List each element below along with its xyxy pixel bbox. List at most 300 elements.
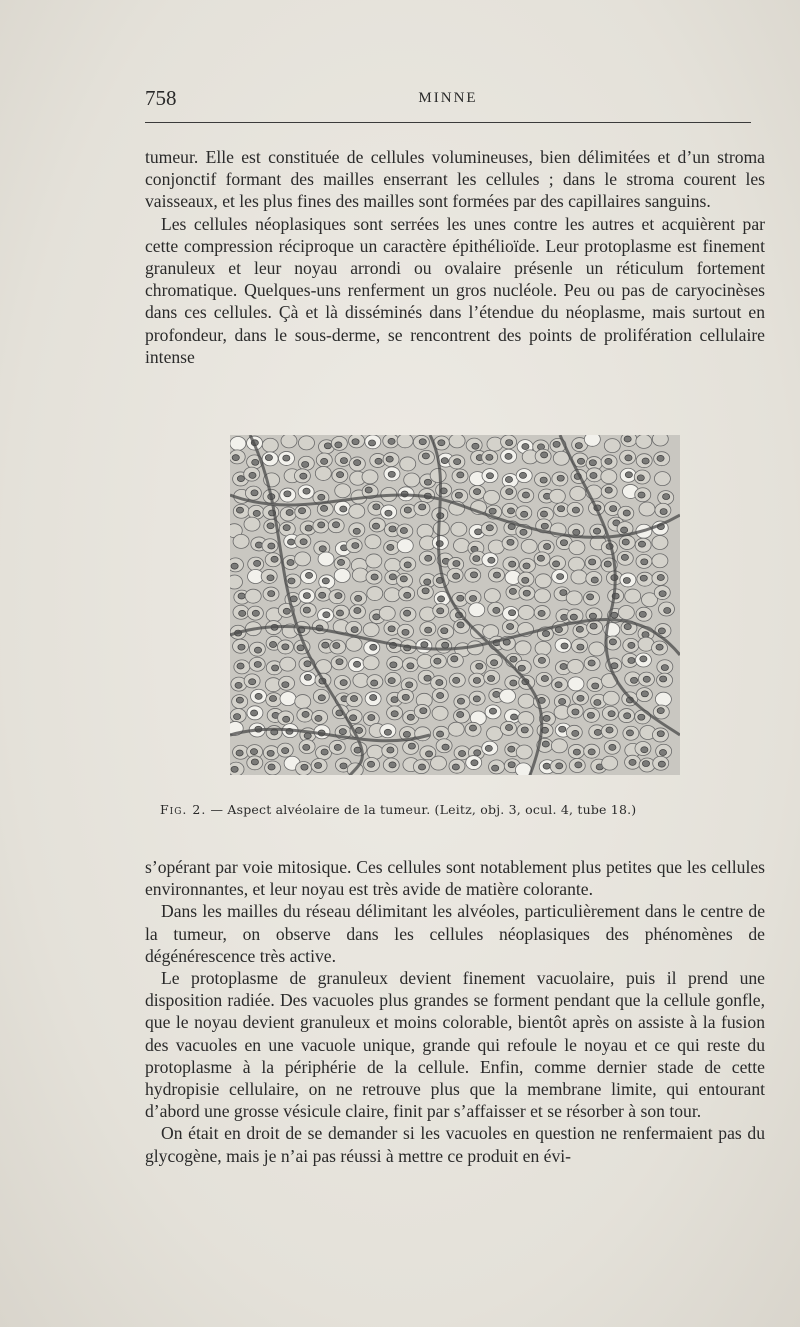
- cell-nucleus: [621, 527, 628, 533]
- cell-nucleus: [282, 644, 289, 650]
- cell-nucleus: [336, 659, 343, 665]
- cell-nucleus: [353, 528, 360, 534]
- cell-nucleus: [370, 695, 377, 701]
- cell: [334, 568, 350, 582]
- cell-nucleus: [589, 460, 596, 466]
- cell-nucleus: [283, 455, 290, 461]
- paragraph: s’opérant par voie mitosique. Ces cellules sont notablement plus petites que les cellules environnantes, et leur noyau est très avide de matière colorante.: [145, 857, 765, 900]
- cell: [346, 637, 362, 651]
- cell-nucleus: [424, 579, 431, 585]
- cell-nucleus: [437, 608, 444, 614]
- cell-nucleus: [572, 507, 579, 513]
- cell-nucleus: [521, 727, 528, 733]
- cell-nucleus: [269, 641, 276, 647]
- cell: [566, 591, 582, 605]
- cell-nucleus: [254, 560, 261, 566]
- cell-nucleus: [522, 443, 529, 449]
- cell-nucleus: [419, 504, 426, 510]
- cell-nucleus: [271, 665, 278, 671]
- cell: [404, 473, 420, 487]
- cell-nucleus: [402, 629, 409, 635]
- cell-nucleus: [473, 556, 480, 562]
- cell: [535, 574, 551, 588]
- cell-nucleus: [474, 750, 481, 756]
- cell-nucleus: [537, 555, 544, 561]
- cell: [484, 589, 500, 603]
- cell-nucleus: [318, 522, 325, 528]
- cell-nucleus: [283, 525, 290, 531]
- cell-nucleus: [538, 610, 545, 616]
- cell-nucleus: [506, 440, 513, 446]
- cell-nucleus: [609, 744, 616, 750]
- cell: [589, 642, 605, 656]
- cell-nucleus: [321, 458, 328, 464]
- cell-nucleus: [543, 715, 550, 721]
- cell-nucleus: [471, 760, 478, 766]
- cell: [353, 673, 369, 687]
- cell-nucleus: [457, 712, 464, 718]
- cell-nucleus: [587, 594, 594, 600]
- cell-nucleus: [624, 713, 631, 719]
- cell-nucleus: [283, 716, 290, 722]
- cell-nucleus: [267, 575, 274, 581]
- cell-nucleus: [453, 677, 460, 683]
- cell-nucleus: [541, 675, 548, 681]
- cell-nucleus: [577, 695, 584, 701]
- cell-nucleus: [573, 529, 580, 535]
- cell-nucleus: [337, 559, 344, 565]
- cell-nucleus: [491, 660, 498, 666]
- cell: [400, 457, 416, 471]
- cell-nucleus: [641, 559, 648, 565]
- cell-nucleus: [371, 574, 378, 580]
- cell: [352, 568, 368, 582]
- cell-nucleus: [542, 741, 549, 747]
- cell-nucleus: [519, 472, 526, 478]
- cell: [602, 756, 618, 770]
- cell: [295, 695, 311, 709]
- cell-nucleus: [268, 764, 275, 770]
- cell-nucleus: [268, 543, 275, 549]
- cell: [453, 538, 469, 552]
- cell: [362, 470, 378, 484]
- cell-nucleus: [335, 442, 342, 448]
- cell: [625, 589, 641, 603]
- cell: [601, 470, 617, 484]
- cell-nucleus: [231, 766, 238, 772]
- cell-nucleus: [404, 507, 411, 513]
- cell-nucleus: [301, 764, 308, 770]
- cell-nucleus: [404, 592, 411, 598]
- cell-nucleus: [510, 656, 517, 662]
- cell-nucleus: [372, 523, 379, 529]
- cell-nucleus: [458, 751, 465, 757]
- cell-nucleus: [340, 763, 347, 769]
- cell-nucleus: [352, 543, 359, 549]
- cell: [281, 435, 297, 448]
- cell-nucleus: [370, 644, 377, 650]
- cell-nucleus: [576, 626, 583, 632]
- cell-nucleus: [334, 744, 341, 750]
- histology-illustration: [230, 435, 680, 775]
- cell-nucleus: [473, 677, 480, 683]
- cell: [233, 534, 249, 548]
- cell-nucleus: [486, 525, 493, 531]
- cell-nucleus: [436, 679, 443, 685]
- cell-nucleus: [560, 590, 567, 596]
- cell: [280, 692, 296, 706]
- cell-nucleus: [340, 506, 347, 512]
- body-text-top: [145, 146, 765, 368]
- cell: [618, 605, 634, 619]
- cell-nucleus: [594, 729, 601, 735]
- cell-nucleus: [389, 762, 396, 768]
- cell-nucleus: [577, 644, 584, 650]
- cell-nucleus: [457, 622, 464, 628]
- cell-nucleus: [488, 557, 495, 563]
- cell-nucleus: [424, 675, 431, 681]
- cell-nucleus: [522, 577, 529, 583]
- cell-nucleus: [232, 455, 239, 461]
- paragraph: tumeur. Elle est constituée de cellules volumineuses, bien délimitées et d’un stroma conjonctif formant des mailles enserrant les cellules ; dans le stroma courent les vaisseaux, et les plus fines des mailles sont formées par des capillaires sanguins.: [145, 147, 765, 212]
- cell: [568, 557, 584, 571]
- cell-nucleus: [350, 695, 357, 701]
- cell-nucleus: [252, 459, 259, 465]
- cell-nucleus: [253, 510, 260, 516]
- cell: [230, 436, 246, 450]
- cell-nucleus: [335, 593, 342, 599]
- cell-nucleus: [505, 453, 512, 459]
- cell-nucleus: [353, 661, 360, 667]
- cell-nucleus: [493, 691, 500, 697]
- cell-nucleus: [520, 529, 527, 535]
- cell-nucleus: [407, 663, 414, 669]
- cell-nucleus: [239, 610, 246, 616]
- cell-nucleus: [509, 561, 516, 567]
- cell: [449, 435, 465, 448]
- cell-nucleus: [489, 508, 496, 514]
- cell: [335, 484, 351, 498]
- cell-nucleus: [587, 712, 594, 718]
- cell-nucleus: [406, 682, 413, 688]
- cell: [569, 541, 585, 555]
- cell-nucleus: [661, 665, 668, 671]
- cell-nucleus: [302, 711, 309, 717]
- cell-nucleus: [421, 642, 428, 648]
- cell-nucleus: [543, 544, 550, 550]
- cell-nucleus: [402, 694, 409, 700]
- cell-nucleus: [373, 614, 380, 620]
- cell-nucleus: [489, 708, 496, 714]
- cell-nucleus: [388, 438, 395, 444]
- cell: [518, 694, 534, 708]
- cell-nucleus: [321, 749, 328, 755]
- cell: [549, 489, 565, 503]
- cell-nucleus: [541, 523, 548, 529]
- cell-nucleus: [324, 443, 331, 449]
- cell-nucleus: [657, 455, 664, 461]
- cell-nucleus: [505, 724, 512, 730]
- cell-nucleus: [522, 492, 529, 498]
- cell-nucleus: [659, 749, 666, 755]
- cell-nucleus: [630, 677, 637, 683]
- cell-nucleus: [623, 577, 630, 583]
- cell-nucleus: [236, 697, 243, 703]
- cell-nucleus: [592, 683, 599, 689]
- cell-nucleus: [628, 642, 635, 648]
- cell-nucleus: [333, 643, 340, 649]
- cell-nucleus: [606, 727, 613, 733]
- cell-nucleus: [302, 461, 309, 467]
- cell-nucleus: [508, 762, 515, 768]
- cell-nucleus: [590, 623, 597, 629]
- cell-nucleus: [282, 682, 289, 688]
- cell: [280, 657, 296, 671]
- cell-nucleus: [391, 711, 398, 717]
- cell-nucleus: [604, 561, 611, 567]
- cell-nucleus: [375, 458, 382, 464]
- cell-nucleus: [408, 743, 415, 749]
- cell-nucleus: [237, 663, 244, 669]
- cell-nucleus: [538, 657, 545, 663]
- cell: [518, 605, 534, 619]
- page-number: 758: [145, 86, 177, 110]
- cell-nucleus: [589, 559, 596, 565]
- cell-nucleus: [332, 522, 339, 528]
- cell-nucleus: [236, 507, 243, 513]
- cell-nucleus: [572, 709, 579, 715]
- cell: [295, 552, 311, 566]
- cell-nucleus: [605, 487, 612, 493]
- cell-nucleus: [557, 574, 564, 580]
- cell-nucleus: [552, 561, 559, 567]
- cell-nucleus: [453, 560, 460, 566]
- cell: [363, 656, 379, 670]
- cell: [397, 435, 413, 448]
- cell-nucleus: [476, 663, 483, 669]
- cell: [604, 439, 620, 453]
- cell-nucleus: [641, 691, 648, 697]
- cell-nucleus: [454, 459, 461, 465]
- cell-nucleus: [657, 708, 664, 714]
- cell-nucleus: [457, 472, 464, 478]
- cell-nucleus: [523, 590, 530, 596]
- cell: [584, 435, 600, 446]
- cell-nucleus: [541, 452, 548, 458]
- cell-nucleus: [457, 595, 464, 601]
- cell-nucleus: [231, 563, 238, 569]
- cell-nucleus: [304, 674, 311, 680]
- cell-nucleus: [437, 596, 444, 602]
- cell-nucleus: [486, 454, 493, 460]
- cell: [571, 570, 587, 584]
- cell-nucleus: [371, 680, 378, 686]
- cell-nucleus: [656, 644, 663, 650]
- cell: [639, 502, 655, 516]
- cell-nucleus: [508, 610, 515, 616]
- cell-nucleus: [638, 541, 645, 547]
- cell-nucleus: [298, 508, 305, 514]
- cell-nucleus: [505, 476, 512, 482]
- cell-nucleus: [507, 539, 514, 545]
- paragraph: Dans les mailles du réseau délimitant les alvéoles, particulièrement dans le centre de la tumeur, on observe dans les cellules néoplasiques des phénomènes de dégénérescence très active.: [145, 901, 765, 966]
- cell: [430, 468, 446, 482]
- cell-nucleus: [314, 762, 321, 768]
- cell-nucleus: [351, 627, 358, 633]
- cell-nucleus: [623, 510, 630, 516]
- cell-nucleus: [304, 661, 311, 667]
- cell-nucleus: [589, 613, 596, 619]
- cell-nucleus: [400, 576, 407, 582]
- cell-nucleus: [455, 492, 462, 498]
- cell-nucleus: [559, 726, 566, 732]
- cell-nucleus: [386, 456, 393, 462]
- cell-nucleus: [389, 574, 396, 580]
- cell-nucleus: [287, 539, 294, 545]
- cell-nucleus: [553, 441, 560, 447]
- cell-nucleus: [303, 593, 310, 599]
- figure-caption: [160, 802, 760, 817]
- cell-nucleus: [639, 611, 646, 617]
- cell-nucleus: [640, 575, 647, 581]
- cell: [448, 722, 464, 736]
- cell-nucleus: [365, 487, 372, 493]
- cell: [431, 756, 447, 770]
- cell-nucleus: [573, 749, 580, 755]
- cell: [230, 575, 242, 589]
- cell-nucleus: [441, 628, 448, 634]
- cell-nucleus: [367, 761, 374, 767]
- cell-nucleus: [555, 682, 562, 688]
- cell-nucleus: [355, 727, 362, 733]
- cell-nucleus: [487, 675, 494, 681]
- cell-nucleus: [303, 607, 310, 613]
- cell-nucleus: [441, 458, 448, 464]
- cell-nucleus: [388, 626, 395, 632]
- cell: [397, 539, 413, 553]
- cell-nucleus: [287, 560, 294, 566]
- cell-nucleus: [282, 748, 289, 754]
- cell-nucleus: [305, 572, 312, 578]
- cell-nucleus: [318, 695, 325, 701]
- cell-nucleus: [320, 505, 327, 511]
- figure-caption-text: — Aspect alvéolaire de la tumeur. (Leitz, obj. 3, ocul. 4, tube 18.): [210, 802, 637, 817]
- cell-nucleus: [238, 593, 245, 599]
- cell-nucleus: [473, 489, 480, 495]
- cell-nucleus: [403, 731, 410, 737]
- cell-nucleus: [470, 572, 477, 578]
- histology-figure: [230, 435, 680, 775]
- cell-nucleus: [610, 506, 617, 512]
- cell: [603, 691, 619, 705]
- cell-nucleus: [508, 746, 515, 752]
- cell-nucleus: [452, 764, 459, 770]
- cell-nucleus: [629, 759, 636, 765]
- cell: [521, 539, 537, 553]
- cell-nucleus: [422, 453, 429, 459]
- cell-nucleus: [318, 494, 325, 500]
- cell-nucleus: [438, 440, 445, 446]
- cell-nucleus: [657, 731, 664, 737]
- cell-nucleus: [303, 744, 310, 750]
- cell: [318, 552, 334, 566]
- cell-nucleus: [540, 511, 547, 517]
- cell: [515, 763, 531, 775]
- cell-nucleus: [485, 745, 492, 751]
- cell-nucleus: [323, 612, 330, 618]
- cell-nucleus: [288, 578, 295, 584]
- cell-nucleus: [642, 632, 649, 638]
- cell-nucleus: [543, 763, 550, 769]
- cell-nucleus: [250, 749, 257, 755]
- cell-nucleus: [457, 698, 464, 704]
- cell: [379, 606, 395, 620]
- cell-nucleus: [660, 509, 667, 515]
- cell-nucleus: [403, 610, 410, 616]
- cell-nucleus: [638, 714, 645, 720]
- cell-nucleus: [336, 610, 343, 616]
- cell-nucleus: [350, 715, 357, 721]
- cell-nucleus: [373, 504, 380, 510]
- cell-nucleus: [322, 578, 329, 584]
- cell-nucleus: [391, 697, 398, 703]
- cell-nucleus: [475, 529, 482, 535]
- cell: [244, 517, 260, 531]
- cell-nucleus: [418, 764, 425, 770]
- cell: [652, 554, 668, 568]
- cell-nucleus: [486, 473, 493, 479]
- cell: [315, 466, 331, 480]
- cell: [655, 692, 671, 706]
- cell-nucleus: [303, 488, 310, 494]
- cell-nucleus: [437, 693, 444, 699]
- cell: [298, 436, 314, 450]
- cell-nucleus: [453, 573, 460, 579]
- cell-nucleus: [322, 642, 329, 648]
- cell-nucleus: [420, 708, 427, 714]
- cell-nucleus: [628, 657, 635, 663]
- cell-nucleus: [340, 458, 347, 464]
- cell-nucleus: [385, 510, 392, 516]
- cell: [245, 589, 261, 603]
- cell: [349, 504, 365, 518]
- cell-nucleus: [642, 761, 649, 767]
- cell-nucleus: [624, 624, 631, 630]
- cell-nucleus: [624, 436, 631, 442]
- cell-nucleus: [608, 711, 615, 717]
- cell-nucleus: [588, 660, 595, 666]
- cell-nucleus: [591, 577, 598, 583]
- cell-nucleus: [404, 562, 411, 568]
- cell-nucleus: [255, 542, 262, 548]
- cell-nucleus: [252, 610, 259, 616]
- cell: [366, 554, 382, 568]
- cell-nucleus: [249, 472, 256, 478]
- cell-nucleus: [407, 714, 414, 720]
- cell-nucleus: [643, 676, 650, 682]
- cell-nucleus: [609, 639, 616, 645]
- cell-nucleus: [469, 595, 476, 601]
- cell-nucleus: [493, 607, 500, 613]
- cell-nucleus: [384, 729, 391, 735]
- cell-nucleus: [388, 471, 395, 477]
- cell-nucleus: [626, 730, 633, 736]
- cell-nucleus: [388, 678, 395, 684]
- cell-nucleus: [425, 751, 432, 757]
- cell-nucleus: [436, 731, 443, 737]
- cell: [363, 623, 379, 637]
- cell-nucleus: [559, 698, 566, 704]
